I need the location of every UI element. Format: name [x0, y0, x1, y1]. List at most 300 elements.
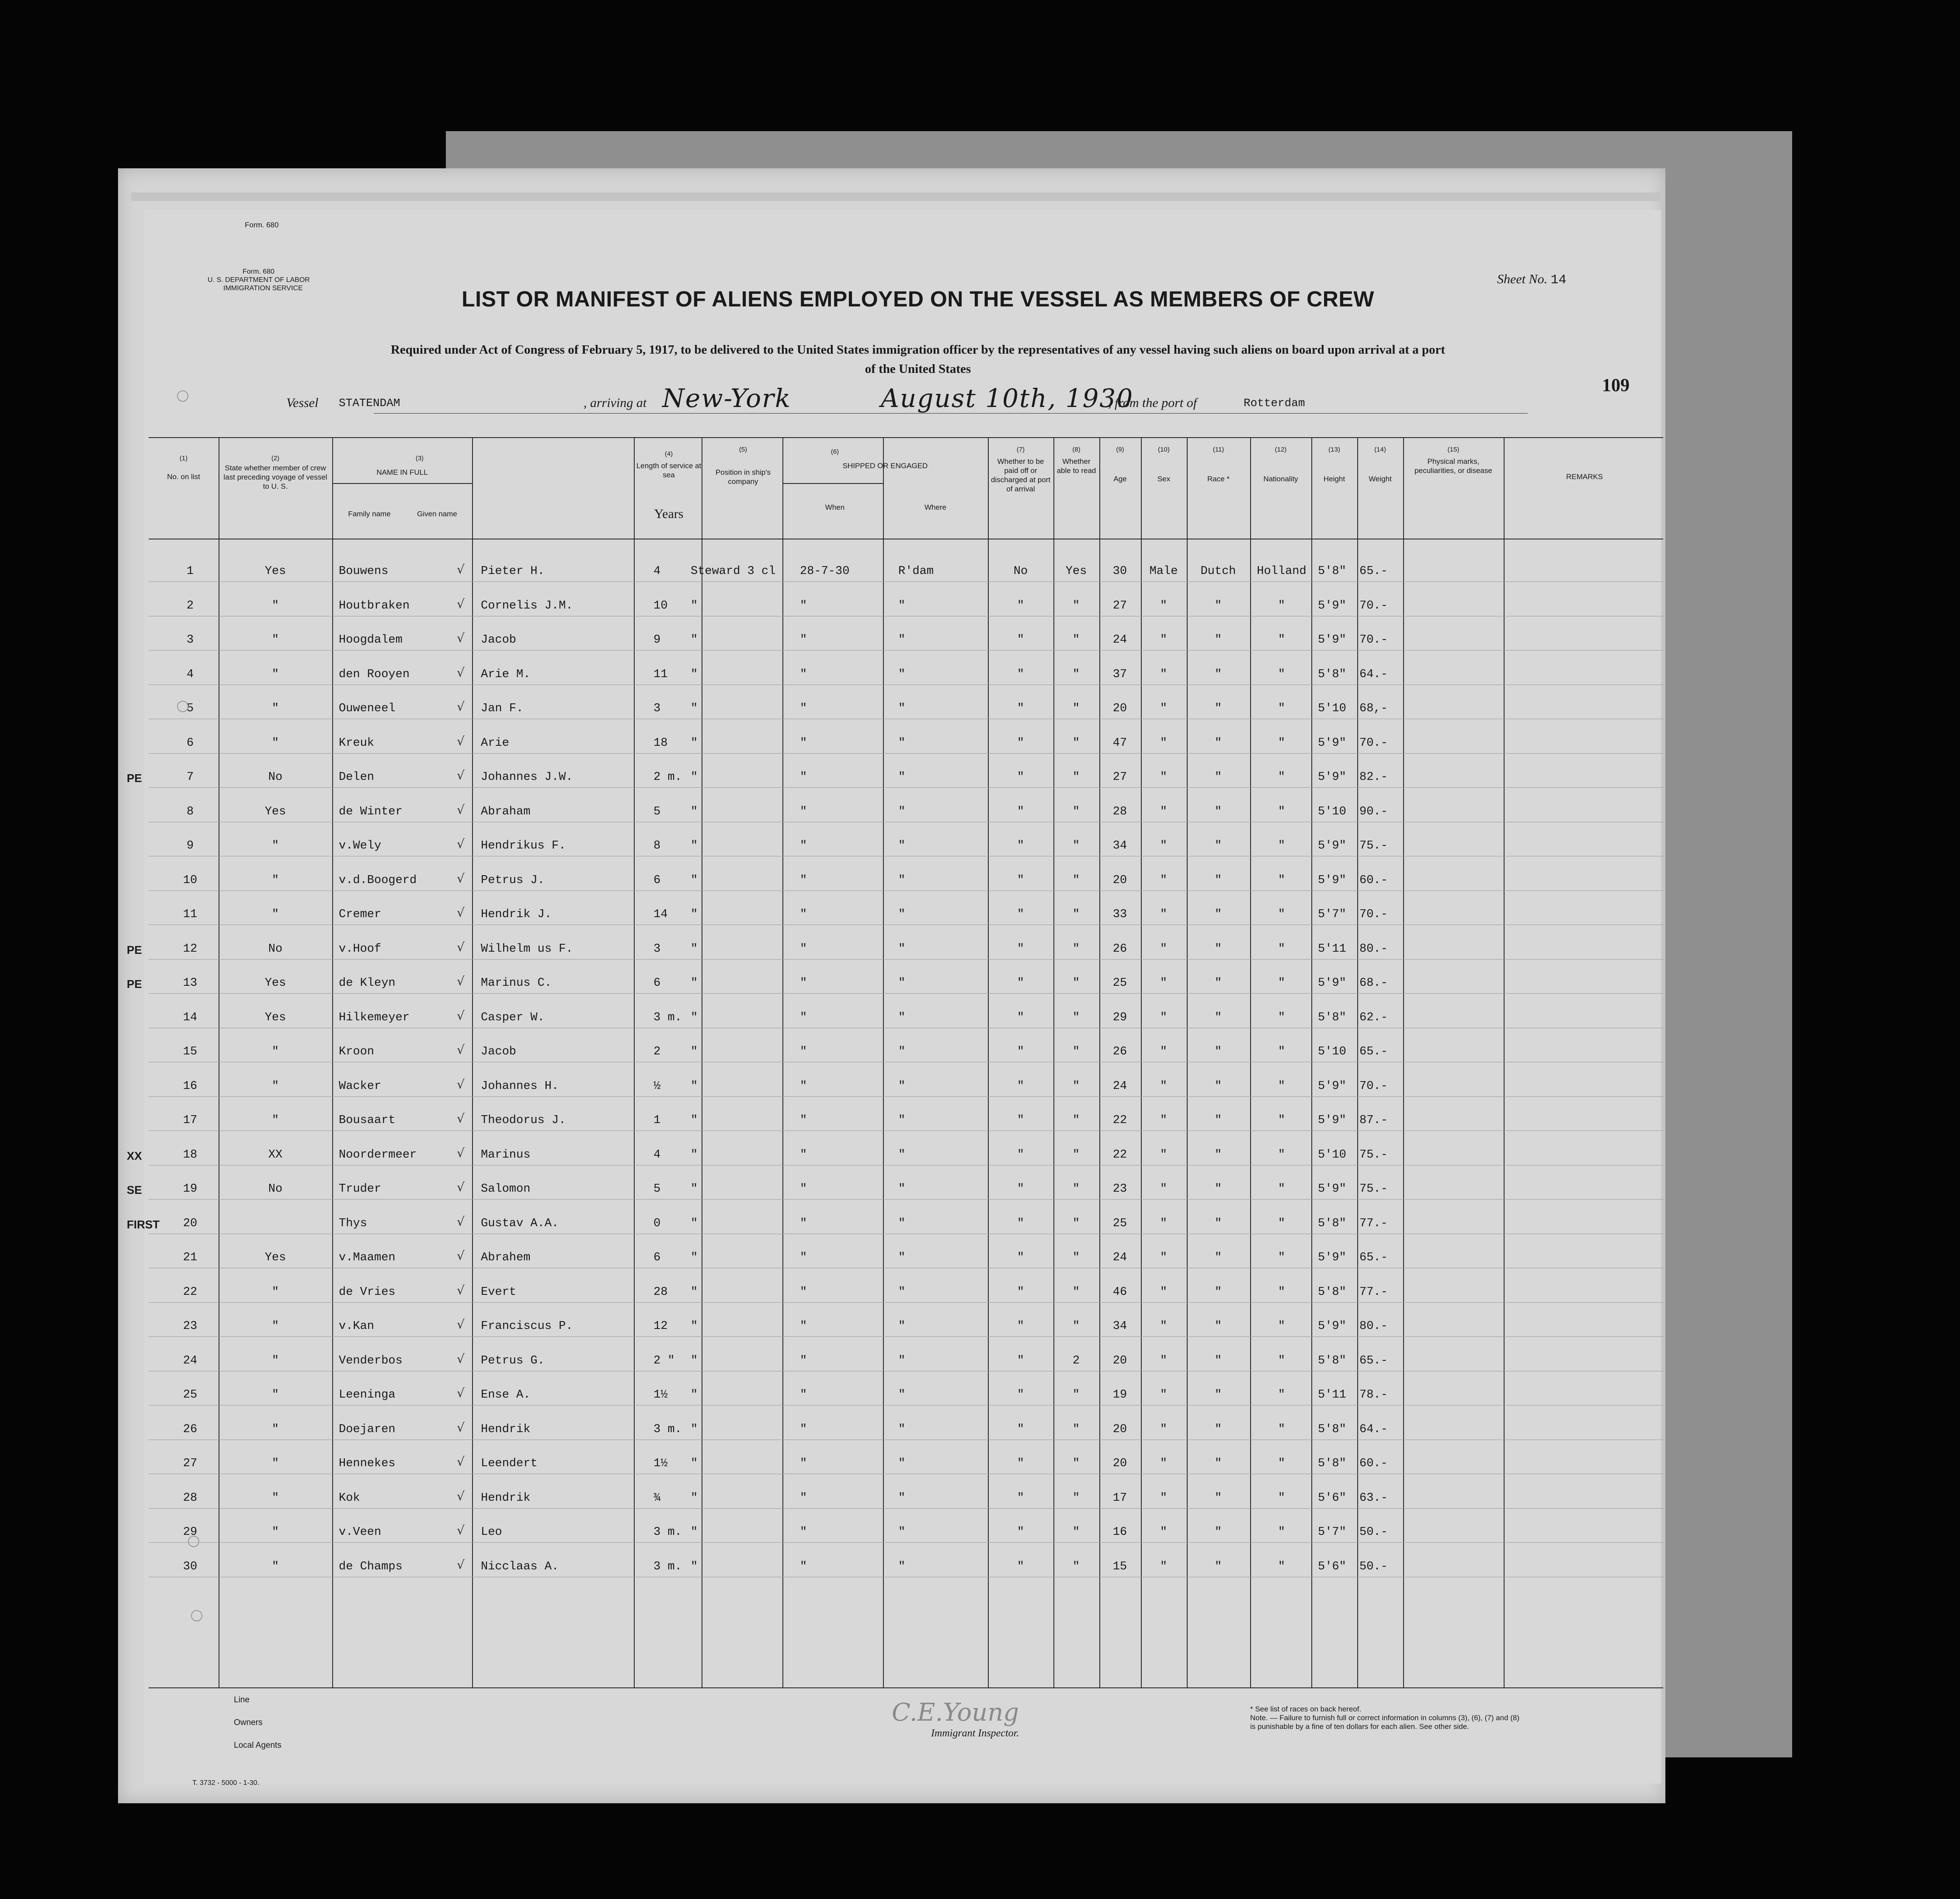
able-to-read: " — [1072, 668, 1080, 681]
margin-annotation: PE — [127, 977, 142, 991]
sex: " — [1160, 1148, 1168, 1162]
family-name: Leeninga — [339, 1388, 396, 1402]
paid-off: " — [1017, 1457, 1025, 1470]
service-length: 12 — [653, 1320, 668, 1333]
position: " — [691, 1526, 698, 1539]
position: " — [691, 668, 698, 681]
department-header — [208, 268, 310, 292]
form-number-top: Form. 680 — [245, 221, 279, 229]
nationality: " — [1278, 1045, 1286, 1058]
row-number: 4 — [186, 668, 194, 681]
able-to-read: " — [1072, 1560, 1080, 1573]
height: 5'9" — [1318, 1251, 1346, 1264]
row-number: 18 — [183, 1148, 198, 1162]
family-name: Kreuk — [339, 736, 375, 750]
punch-hole — [188, 1536, 199, 1547]
weight: 64.- — [1359, 668, 1388, 681]
position: " — [691, 1011, 698, 1024]
shipped-where: " — [898, 1457, 906, 1470]
weight: 65.- — [1359, 1251, 1388, 1264]
sex: " — [1160, 977, 1168, 990]
able-to-read: " — [1072, 1045, 1080, 1058]
check-mark-icon: √ — [457, 665, 465, 680]
col-given-header: Given name — [417, 510, 457, 518]
position: " — [691, 873, 698, 887]
shipped-where: " — [898, 1354, 906, 1367]
age: 27 — [1112, 599, 1127, 612]
able-to-read: " — [1072, 771, 1080, 784]
department-name: U. S. DEPARTMENT OF LABOR — [208, 276, 310, 284]
shipped-where: " — [898, 839, 906, 852]
family-name: de Winter — [339, 805, 403, 818]
service-length: 1 — [653, 1114, 661, 1127]
position: " — [691, 1560, 698, 1573]
paid-off: " — [1017, 1183, 1025, 1196]
nationality: " — [1278, 908, 1286, 921]
nationality: " — [1278, 771, 1286, 784]
service-length: 2 — [653, 1045, 661, 1058]
col-service-header: Length of service at sea — [636, 462, 702, 479]
age: 27 — [1112, 771, 1127, 784]
paid-off: " — [1017, 1423, 1025, 1436]
shipped-where: R'dam — [898, 565, 934, 578]
prev-voyage: " — [271, 908, 279, 921]
race: " — [1214, 1320, 1222, 1333]
owners-label: Owners — [234, 1718, 263, 1727]
service-length: 5 — [653, 805, 661, 818]
row-number: 29 — [183, 1526, 198, 1539]
row-number: 9 — [186, 839, 194, 852]
position: " — [691, 1217, 698, 1230]
nationality: " — [1278, 668, 1286, 681]
service-length: 18 — [653, 736, 668, 750]
row-number: 30 — [183, 1560, 198, 1573]
nationality: " — [1278, 839, 1286, 852]
paid-off: " — [1017, 599, 1025, 612]
col-num-12: (12) — [1275, 446, 1287, 453]
given-name: Hendrik — [481, 1491, 531, 1505]
vessel-label: Vessel — [286, 396, 319, 410]
line-label: Line — [234, 1695, 250, 1704]
row-rule — [149, 753, 1663, 754]
row-rule — [149, 1508, 1663, 1509]
shipped-where: " — [898, 736, 906, 750]
race: " — [1214, 908, 1222, 921]
shipped-when: " — [800, 1148, 807, 1162]
nationality: " — [1278, 1011, 1286, 1024]
paid-off: " — [1017, 873, 1025, 887]
check-mark-icon: √ — [457, 631, 465, 645]
age: 29 — [1112, 1011, 1127, 1024]
margin-annotation: FIRST — [127, 1217, 160, 1231]
shipped-where: " — [898, 1217, 906, 1230]
row-number: 25 — [183, 1388, 198, 1402]
family-name: Thys — [339, 1217, 367, 1230]
shipped-where: " — [898, 1526, 906, 1539]
row-number: 13 — [183, 977, 198, 990]
family-name: v.Veen — [339, 1526, 382, 1539]
height: 5'9" — [1318, 1183, 1346, 1196]
shipped-where: " — [898, 1114, 906, 1127]
weight: 80.- — [1359, 1320, 1388, 1333]
sheet-label: Sheet No. — [1497, 272, 1547, 286]
able-to-read: " — [1072, 1457, 1080, 1470]
height: 5'9" — [1318, 839, 1346, 852]
weight: 68.- — [1359, 977, 1388, 990]
given-name: Cornelis J.M. — [481, 599, 573, 612]
paid-off: " — [1017, 1045, 1025, 1058]
position: " — [691, 1079, 698, 1093]
height: 5'7" — [1318, 1526, 1346, 1539]
subtitle-line-1: Required under Act of Congress of February 5, 1917, to be delivered to the United States immigration officer by the representatives of any vessel having such aliens on board upon arrival at a port — [390, 343, 1446, 357]
prev-voyage: " — [271, 1560, 279, 1573]
shipped-subrule — [782, 483, 883, 484]
service-length: 5 — [653, 1183, 661, 1196]
col-divider — [332, 437, 333, 1687]
shipped-where: " — [898, 1491, 906, 1505]
paid-off: " — [1017, 1354, 1025, 1367]
paid-off: " — [1017, 1285, 1025, 1299]
arriving-port: New-York — [662, 383, 791, 413]
prev-voyage: XX — [268, 1148, 283, 1162]
position: " — [691, 1457, 698, 1470]
position: " — [691, 1251, 698, 1264]
inspector-label: Immigrant Inspector. — [931, 1728, 1019, 1739]
able-to-read: " — [1072, 1423, 1080, 1436]
family-name: Truder — [339, 1183, 382, 1196]
col-divider — [883, 437, 884, 1687]
given-name: Johannes J.W. — [481, 771, 573, 784]
col-divider — [1504, 437, 1505, 1687]
age: 20 — [1112, 873, 1127, 887]
age: 20 — [1112, 1423, 1127, 1436]
prev-voyage: Yes — [264, 1251, 286, 1264]
paid-off: " — [1017, 1560, 1025, 1573]
height: 5'10 — [1318, 1148, 1346, 1162]
row-number: 21 — [183, 1251, 198, 1264]
weight: 77.- — [1359, 1285, 1388, 1299]
row-number: 16 — [183, 1079, 198, 1093]
nationality: " — [1278, 1320, 1286, 1333]
row-rule — [149, 1130, 1663, 1131]
weight: 65.- — [1359, 565, 1388, 578]
arrival-date: August 10th, 1930 — [881, 383, 1134, 413]
family-name: v.Wely — [339, 839, 382, 852]
shipped-where: " — [898, 873, 906, 887]
race: " — [1214, 1285, 1222, 1299]
page-title: LIST OR MANIFEST OF ALIENS EMPLOYED ON THE VESSEL AS MEMBERS OF CREW — [462, 287, 1374, 311]
margin-annotation: XX — [127, 1149, 142, 1162]
paid-off: " — [1017, 702, 1025, 715]
row-rule — [149, 1199, 1663, 1200]
given-name: Salomon — [481, 1183, 531, 1196]
position: " — [691, 942, 698, 956]
age: 22 — [1112, 1148, 1127, 1162]
col-divider — [1403, 437, 1404, 1687]
prev-voyage: " — [271, 873, 279, 887]
weight: 65.- — [1359, 1045, 1388, 1058]
race: " — [1214, 1457, 1222, 1470]
family-name: Hoogdalem — [339, 633, 403, 647]
row-rule — [149, 1336, 1663, 1337]
check-mark-icon: √ — [457, 1180, 465, 1194]
sex: " — [1160, 1183, 1168, 1196]
row-number: 15 — [183, 1045, 198, 1058]
shipped-when: " — [800, 668, 807, 681]
shipped-when: " — [800, 1423, 807, 1436]
shipped-when: " — [800, 1457, 807, 1470]
nationality: " — [1278, 1079, 1286, 1093]
paid-off: " — [1017, 771, 1025, 784]
sheet-value: 14 — [1550, 273, 1567, 288]
shipped-when: " — [800, 633, 807, 647]
shipped-where: " — [898, 1011, 906, 1024]
age: 17 — [1112, 1491, 1127, 1505]
position: " — [691, 908, 698, 921]
col-num-10: (10) — [1158, 446, 1170, 453]
shipped-where: " — [898, 1251, 906, 1264]
shipped-when: 28-7-30 — [800, 565, 850, 578]
service-length: 3 m. — [653, 1423, 682, 1436]
prev-voyage: Yes — [264, 1011, 286, 1024]
able-to-read: " — [1072, 873, 1080, 887]
margin-annotation: SE — [127, 1183, 142, 1196]
page-number: 109 — [1602, 376, 1630, 396]
nationality: " — [1278, 977, 1286, 990]
height: 5'10 — [1318, 805, 1346, 818]
family-name: den Rooyen — [339, 668, 410, 681]
col-num-7: (7) — [1016, 446, 1025, 453]
table-bottom-rule — [149, 1687, 1663, 1688]
able-to-read: " — [1072, 1148, 1080, 1162]
age: 20 — [1112, 1457, 1127, 1470]
name-subrule — [332, 483, 472, 484]
given-name: Gustav A.A. — [481, 1217, 559, 1230]
prev-voyage: " — [271, 1114, 279, 1127]
age: 24 — [1112, 1251, 1127, 1264]
height: 5'8" — [1318, 1011, 1346, 1024]
family-name: Kroon — [339, 1045, 375, 1058]
nationality: " — [1278, 599, 1286, 612]
service-length: 1½ — [653, 1388, 668, 1402]
check-mark-icon: √ — [457, 939, 465, 954]
weight: 77.- — [1359, 1217, 1388, 1230]
race: " — [1214, 873, 1222, 887]
shipped-where: " — [898, 1560, 906, 1573]
margin-annotation: PE — [127, 943, 142, 956]
given-name: Leendert — [481, 1457, 538, 1470]
prev-voyage: Yes — [264, 805, 286, 818]
paid-off: " — [1017, 1320, 1025, 1333]
race: " — [1214, 771, 1222, 784]
shipped-when: " — [800, 1114, 807, 1127]
sex: " — [1160, 1526, 1168, 1539]
position: " — [691, 805, 698, 818]
shipped-when: " — [800, 1354, 807, 1367]
weight: 75.- — [1359, 1148, 1388, 1162]
paid-off: " — [1017, 839, 1025, 852]
nationality: " — [1278, 736, 1286, 750]
subtitle-line-2: of the United States — [865, 362, 971, 376]
height: 5'8" — [1318, 1217, 1346, 1230]
weight: 60.- — [1359, 873, 1388, 887]
height: 5'11 — [1318, 942, 1346, 956]
service-length: 2 m. — [653, 771, 682, 784]
height: 5'8" — [1318, 1423, 1346, 1436]
height: 5'10 — [1318, 702, 1346, 715]
shipped-where: " — [898, 1388, 906, 1402]
weight: 80.- — [1359, 942, 1388, 956]
weight: 60.- — [1359, 1457, 1388, 1470]
age: 25 — [1112, 1217, 1127, 1230]
family-name: Doejaren — [339, 1423, 396, 1436]
shipped-when: " — [800, 977, 807, 990]
family-name: de Vries — [339, 1285, 396, 1299]
service-length: 6 — [653, 873, 661, 887]
shipped-where: " — [898, 805, 906, 818]
col-race-header: Race * — [1207, 475, 1230, 483]
race: " — [1214, 1079, 1222, 1093]
family-name: v.Hoof — [339, 942, 382, 956]
prev-voyage: " — [271, 1354, 279, 1367]
age: 19 — [1112, 1388, 1127, 1402]
weight: 90.- — [1359, 805, 1388, 818]
row-number: 20 — [183, 1217, 198, 1230]
position: " — [691, 1423, 698, 1436]
inspector-signature: C.E.Young — [892, 1698, 1019, 1727]
paid-off: " — [1017, 1491, 1025, 1505]
sex: " — [1160, 942, 1168, 956]
shipped-where: " — [898, 1320, 906, 1333]
sex: " — [1160, 839, 1168, 852]
col-sex-header: Sex — [1157, 475, 1171, 483]
service-length: 3 m. — [653, 1526, 682, 1539]
able-to-read: " — [1072, 908, 1080, 921]
table-top-rule — [149, 437, 1663, 438]
given-name: Marinus — [481, 1148, 531, 1162]
position: " — [691, 1114, 698, 1127]
given-name: Franciscus P. — [481, 1320, 573, 1333]
family-name: Delen — [339, 771, 375, 784]
row-number: 1 — [186, 565, 194, 578]
col-num-14: (14) — [1374, 446, 1386, 453]
prev-voyage: " — [271, 702, 279, 715]
able-to-read: " — [1072, 1183, 1080, 1196]
weight: 78.- — [1359, 1388, 1388, 1402]
check-mark-icon: √ — [457, 1008, 465, 1023]
check-mark-icon: √ — [457, 734, 465, 748]
nationality: " — [1278, 1183, 1286, 1196]
prev-voyage: Yes — [264, 565, 286, 578]
sex: " — [1160, 1114, 1168, 1127]
col-num-4: (4) — [664, 450, 673, 458]
shipped-when: " — [800, 1217, 807, 1230]
nationality: " — [1278, 873, 1286, 887]
col-num-13: (13) — [1328, 446, 1340, 453]
weight: 50.- — [1359, 1560, 1388, 1573]
check-mark-icon: √ — [457, 596, 465, 611]
race: " — [1214, 1148, 1222, 1162]
footnote — [1250, 1705, 1644, 1731]
able-to-read: " — [1072, 633, 1080, 647]
col-num-9: (9) — [1116, 446, 1124, 453]
age: 25 — [1112, 977, 1127, 990]
punch-hole — [177, 390, 188, 402]
weight: 63.- — [1359, 1491, 1388, 1505]
vessel-underline — [374, 413, 1528, 414]
paper-edge — [131, 192, 1661, 201]
height: 5'9" — [1318, 771, 1346, 784]
check-mark-icon: √ — [457, 699, 465, 714]
shipped-where: " — [898, 908, 906, 921]
col-nationality-header: Nationality — [1263, 475, 1298, 483]
service-length: 11 — [653, 668, 668, 681]
sex: " — [1160, 1491, 1168, 1505]
weight: 75.- — [1359, 1183, 1388, 1196]
height: 5'8" — [1318, 668, 1346, 681]
paid-off: " — [1017, 633, 1025, 647]
given-name: Petrus J. — [481, 873, 545, 887]
check-mark-icon: √ — [457, 1420, 465, 1435]
shipped-where: " — [898, 668, 906, 681]
col-shipped-header: SHIPPED OR ENGAGED — [842, 462, 928, 470]
paid-off: " — [1017, 805, 1025, 818]
nationality: " — [1278, 1423, 1286, 1436]
col-no-header: No. on list — [167, 473, 200, 481]
able-to-read: " — [1072, 1079, 1080, 1093]
race: " — [1214, 942, 1222, 956]
col-divider — [782, 437, 783, 1687]
family-name: de Champs — [339, 1560, 403, 1573]
shipped-where: " — [898, 1423, 906, 1436]
race: " — [1214, 805, 1222, 818]
col-service-unit: Years — [654, 507, 684, 521]
shipped-when: " — [800, 1045, 807, 1058]
height: 5'6" — [1318, 1491, 1346, 1505]
paid-off: No — [1013, 565, 1028, 578]
service-length: 6 — [653, 977, 661, 990]
shipped-where: " — [898, 771, 906, 784]
col-num-6: (6) — [831, 448, 839, 456]
race: " — [1214, 1114, 1222, 1127]
given-name: Wilhelm us F. — [481, 942, 573, 956]
row-number: 6 — [186, 736, 194, 750]
position: " — [691, 736, 698, 750]
able-to-read: " — [1072, 736, 1080, 750]
row-number: 8 — [186, 805, 194, 818]
check-mark-icon: √ — [457, 768, 465, 783]
race: " — [1214, 633, 1222, 647]
check-mark-icon: √ — [457, 1249, 465, 1263]
shipped-where: " — [898, 1148, 906, 1162]
position: " — [691, 599, 698, 612]
paid-off: " — [1017, 1011, 1025, 1024]
given-name: Jan F. — [481, 702, 524, 715]
race: " — [1214, 702, 1222, 715]
service-length: 6 — [653, 1251, 661, 1264]
paid-off: " — [1017, 1388, 1025, 1402]
weight: 70.- — [1359, 633, 1388, 647]
age: 46 — [1112, 1285, 1127, 1299]
sex: " — [1160, 1217, 1168, 1230]
race: " — [1214, 1491, 1222, 1505]
sex: " — [1160, 668, 1168, 681]
row-number: 19 — [183, 1183, 198, 1196]
age: 34 — [1112, 839, 1127, 852]
able-to-read: " — [1072, 1388, 1080, 1402]
shipped-when: " — [800, 599, 807, 612]
height: 5'9" — [1318, 977, 1346, 990]
